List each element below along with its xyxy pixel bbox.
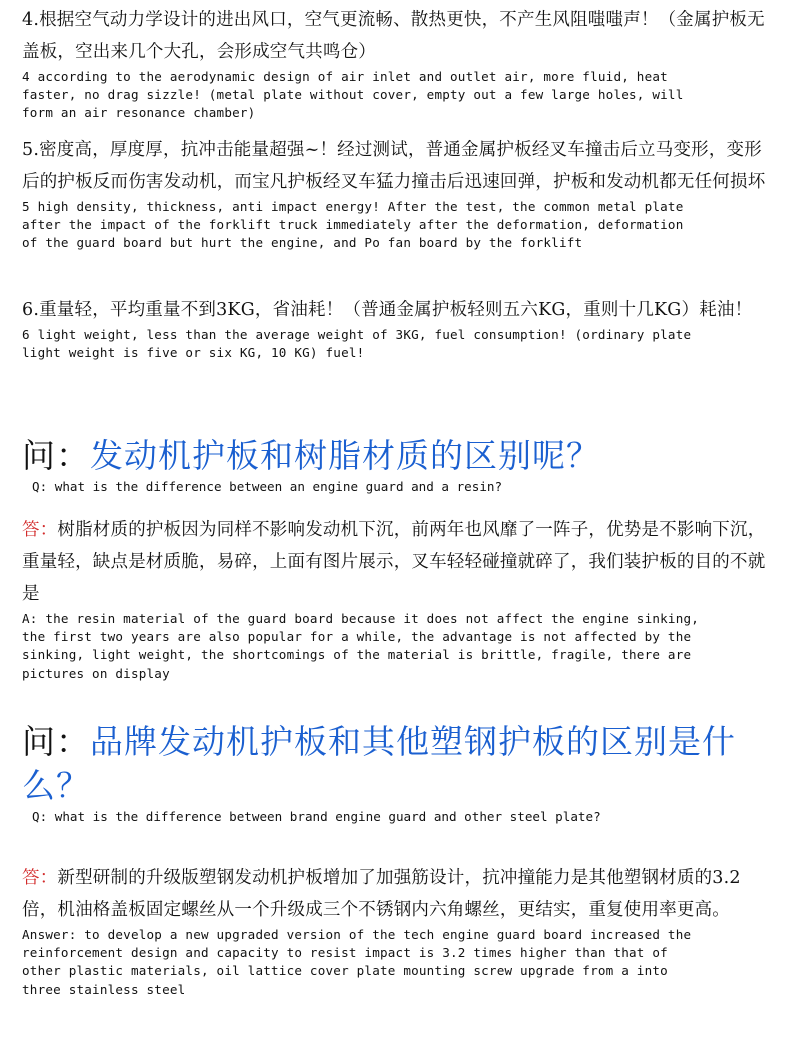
answer-1 <box>22 514 774 683</box>
point-5-english: 5 high density, thickness, anti impact energy! After the test, the common metal plate after the impact of the forklift truck immediately after the deformation, deformation of the guard board but hurt the engine, and Po fan board by the forklift <box>22 199 684 251</box>
question-1-title: 发动机护板和树脂材质的区别呢？ <box>90 436 600 475</box>
answer-2 <box>22 862 774 999</box>
answer-1-english: A: the resin material of the guard board because it does not affect the engine sinking, the first two years are also popular for a while, the advantage is not affected by the sinking, light weight, the shortcomings of the material is brittle, fragile, there are pictures on display <box>22 611 700 681</box>
answer-2-text: 新型研制的升级版塑钢发动机护板增加了加强筋设计，抗冲撞能力是其他塑钢材质的3.2倍，机油格盖板固定螺丝从一个升级成三个不锈钢内六角螺丝，更结实，重复使用率更高。 <box>22 868 741 920</box>
point-4-chinese: 4.根据空气动力学设计的进出风口，空气更流畅、散热更快，不产生风阻嗤嗤声！（金属护板无盖板，空出来几个大孔，会形成空气共鸣仓） <box>22 10 765 62</box>
question-2-english: Q: what is the difference between brand engine guard and other steel plate? <box>32 809 601 824</box>
question-1 <box>22 434 774 496</box>
question-1-english: Q: what is the difference between an engine guard and a resin? <box>32 479 503 494</box>
question-2-title: 品牌发动机护板和其他塑钢护板的区别是什么？ <box>22 722 736 805</box>
question-2-prefix: 问： <box>22 722 90 761</box>
point-6 <box>22 294 774 362</box>
question-1-prefix: 问： <box>22 436 90 475</box>
question-1-heading <box>22 434 774 478</box>
point-4 <box>22 4 774 123</box>
answer-2-english: Answer: to develop a new upgraded version of the tech engine guard board increased the reinforcement design and capacity to resist impact is 3.2 times higher than that of other plastic materials, oil lattice cover plate mounting screw upgrade from a into three stainless steel <box>22 927 692 997</box>
answer-1-chinese <box>22 514 774 610</box>
answer-2-chinese <box>22 862 774 926</box>
point-5 <box>22 134 774 253</box>
point-6-chinese: 6.重量轻，平均重量不到3KG，省油耗！（普通金属护板轻则五六KG，重则十几KG）耗油！ <box>22 300 753 320</box>
question-2 <box>22 720 774 826</box>
point-4-english: 4 according to the aerodynamic design of air inlet and outlet air, more fluid, heat faster, no drag sizzle! (metal plate without cover, empty out a few large holes, will form an air resonance chamber) <box>22 69 684 121</box>
point-5-chinese: 5.密度高，厚度厚，抗冲击能量超强~！经过测试，普通金属护板经叉车撞击后立马变形，变形后的护板反而伤害发动机，而宝凡护板经叉车猛力撞击后迅速回弹，护板和发动机都无任何损坏 <box>22 140 766 192</box>
answer-2-prefix: 答： <box>22 868 58 888</box>
question-2-heading <box>22 720 774 808</box>
answer-1-text: 树脂材质的护板因为同样不影响发动机下沉，前两年也风靡了一阵子，优势是不影响下沉，重量轻，缺点是材质脆，易碎，上面有图片展示，叉车轻轻碰撞就碎了，我们装护板的目的不就是 <box>22 520 766 604</box>
point-6-english: 6 light weight, less than the average weight of 3KG, fuel consumption! (ordinary plate light weight is five or six KG, 10 KG) fuel! <box>22 327 692 361</box>
answer-1-prefix: 答： <box>22 520 58 540</box>
